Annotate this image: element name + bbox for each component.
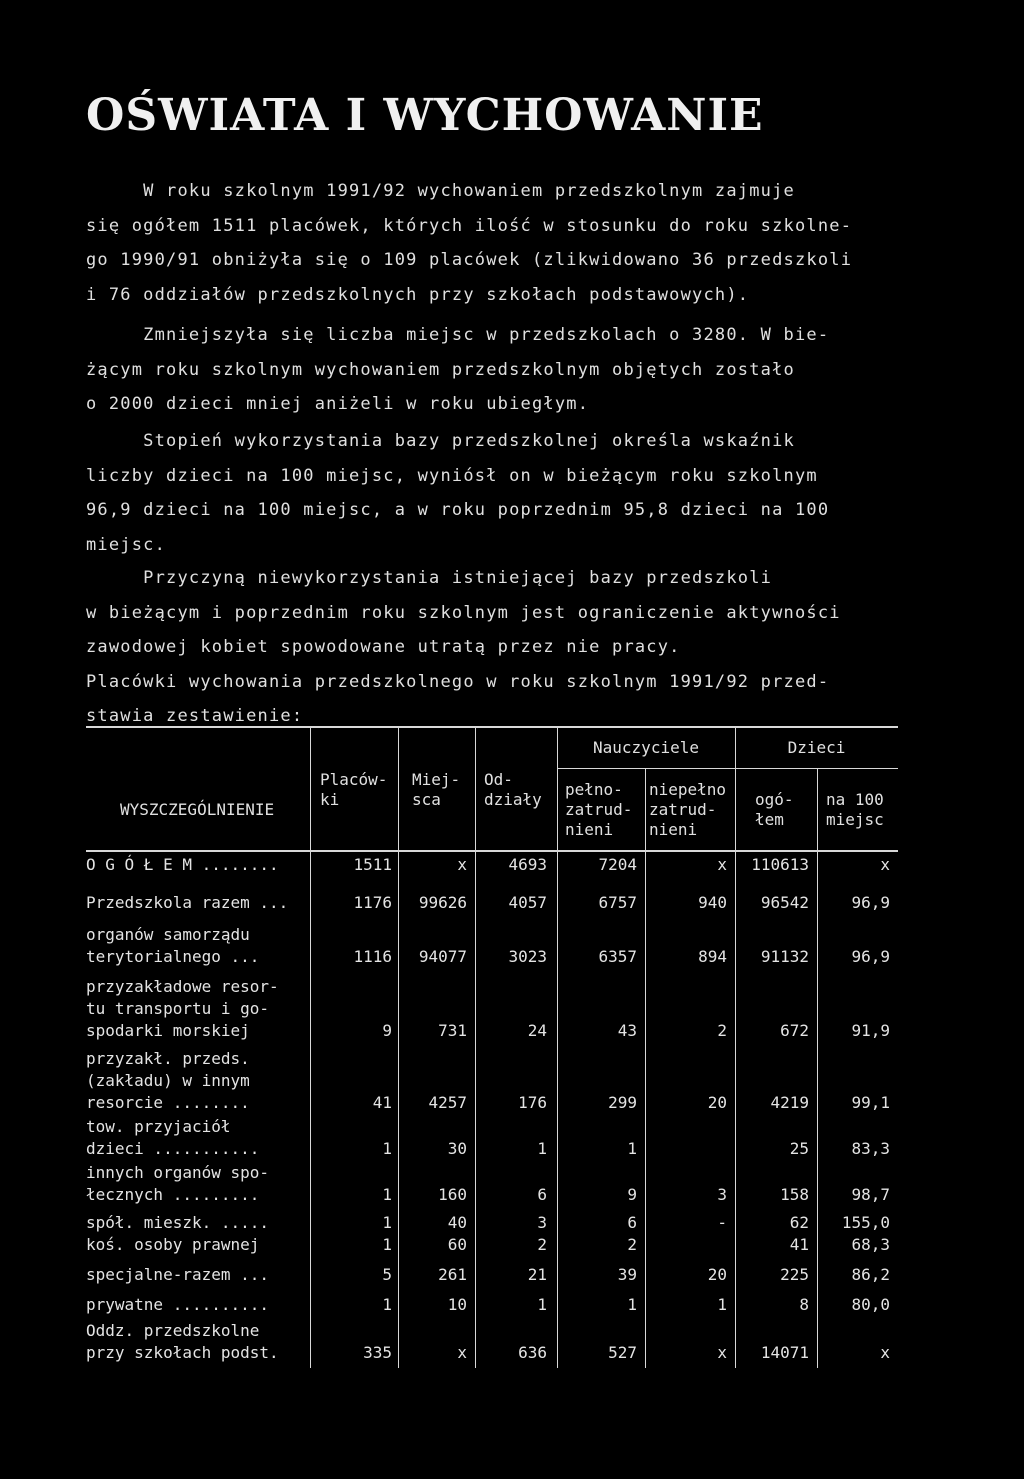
table-cell: 9 xyxy=(627,1185,637,1204)
table-cell: x xyxy=(457,1343,467,1362)
table-cell: 2 xyxy=(627,1235,637,1254)
table-row xyxy=(0,1264,1024,1286)
table-cell: 99626 xyxy=(418,893,467,912)
table-cell: 155,0 xyxy=(841,1213,890,1232)
header-nauczyciele: Nauczyciele xyxy=(593,738,699,757)
table-cell: 43 xyxy=(617,1021,637,1040)
table-row xyxy=(0,1048,1024,1114)
table-cell: 6 xyxy=(627,1213,637,1232)
table-cell: 527 xyxy=(608,1343,637,1362)
table-cell: 6357 xyxy=(598,947,637,966)
table-cell: 14071 xyxy=(760,1343,809,1362)
table-cell: 99,1 xyxy=(851,1093,890,1112)
table-cell: 68,3 xyxy=(851,1235,890,1254)
table-cell: x xyxy=(717,855,727,874)
table-row xyxy=(0,1116,1024,1160)
table-cell: 1511 xyxy=(353,855,392,874)
table-cell: 91132 xyxy=(760,947,809,966)
table-cell: 6757 xyxy=(598,893,637,912)
row-label: koś. osoby prawnej xyxy=(86,1235,260,1254)
page-title: OŚWIATA I WYCHOWANIE xyxy=(86,90,764,141)
header-bottom-rule xyxy=(86,850,898,852)
row-label: Oddz. przedszkolne przy szkołach podst. xyxy=(86,1321,279,1362)
table-cell: 96,9 xyxy=(851,893,890,912)
header-dzieci: Dzieci xyxy=(787,738,846,757)
table-cell: 894 xyxy=(698,947,727,966)
table-cell: 1 xyxy=(382,1213,392,1232)
table-cell: 1 xyxy=(627,1139,637,1158)
header-niepelno: niepełno zatrud- nieni xyxy=(649,780,727,839)
table-cell: 20 xyxy=(707,1265,727,1284)
table-cell: 1 xyxy=(537,1139,547,1158)
table-cell: 299 xyxy=(608,1093,637,1112)
table-row xyxy=(0,1234,1024,1256)
table-cell: 4219 xyxy=(770,1093,809,1112)
paragraph-2: Zmniejszyła się liczba miejsc w przedszkolach o 3280. W bie- żącym roku szkolnym wychowaniem przedszkolnym objętych zostało o 2000 dzieci mniej aniżeli w roku ubiegłym. xyxy=(86,325,830,414)
table-cell: 1 xyxy=(382,1139,392,1158)
table-cell: 30 xyxy=(447,1139,467,1158)
row-label: innych organów spo- łecznych ......... xyxy=(86,1163,270,1204)
row-label: spół. mieszk. ..... xyxy=(86,1213,270,1232)
table-cell: 10 xyxy=(447,1295,467,1314)
table-cell: 21 xyxy=(527,1265,547,1284)
paragraph-3: Stopień wykorzystania bazy przedszkolnej określa wskaźnik liczby dzieci na 100 miejsc, wyniósł on w bieżącym roku szkolnym 96,9 dzieci na 100 miejsc, a w roku poprzednim 95,8 dzieci na 100 miejsc. xyxy=(86,431,830,555)
table-cell: 4057 xyxy=(508,893,547,912)
table-cell: 96542 xyxy=(760,893,809,912)
table-cell: 62 xyxy=(789,1213,809,1232)
table-cell: 20 xyxy=(707,1093,727,1112)
table-top-rule xyxy=(86,726,898,728)
table-cell: x xyxy=(880,855,890,874)
group-header-rule xyxy=(557,768,898,769)
row-label: prywatne .......... xyxy=(86,1295,270,1314)
table-row xyxy=(0,892,1024,914)
table-cell: 110613 xyxy=(751,855,809,874)
row-label: organów samorządu terytorialnego ... xyxy=(86,925,260,966)
table-cell: 158 xyxy=(780,1185,809,1204)
table-cell: 335 xyxy=(363,1343,392,1362)
table-cell: 41 xyxy=(789,1235,809,1254)
row-label: specjalne-razem ... xyxy=(86,1265,270,1284)
table-cell: 261 xyxy=(438,1265,467,1284)
table-row xyxy=(0,1212,1024,1234)
header-miejsca: Miej- sca xyxy=(412,770,461,809)
table-cell: 731 xyxy=(438,1021,467,1040)
table-row xyxy=(0,1294,1024,1316)
header-pelno: pełno- zatrud- nieni xyxy=(565,780,633,839)
header-wyszczegolnienie: WYSZCZEGÓLNIENIE xyxy=(120,800,275,819)
table-cell: 3 xyxy=(717,1185,727,1204)
table-cell: 1 xyxy=(382,1295,392,1314)
row-label: przyzakładowe resor- tu transportu i go- spodarki morskiej xyxy=(86,977,279,1040)
table-cell: 7204 xyxy=(598,855,637,874)
table-cell: - xyxy=(717,1213,727,1232)
table-cell: 96,9 xyxy=(851,947,890,966)
table-cell: x xyxy=(457,855,467,874)
row-label: tow. przyjaciół dzieci ........... xyxy=(86,1117,260,1158)
table-cell: 940 xyxy=(698,893,727,912)
table-cell: 1116 xyxy=(353,947,392,966)
table-cell: 1 xyxy=(627,1295,637,1314)
table-cell: 8 xyxy=(799,1295,809,1314)
table-cell: 91,9 xyxy=(851,1021,890,1040)
table-cell: 636 xyxy=(518,1343,547,1362)
table-cell: 9 xyxy=(382,1021,392,1040)
table-cell: 41 xyxy=(372,1093,392,1112)
header-oddzialy: Od- działy xyxy=(484,770,542,809)
table-cell: 83,3 xyxy=(851,1139,890,1158)
paragraph-1: W roku szkolnym 1991/92 wychowaniem przedszkolnym zajmuje się ogółem 1511 placówek, których ilość w stosunku do roku szkolne- go 1990/91 obniżyła się o 109 placówek (zlikwidowano 36 przedszkoli i 76 oddziałów przedszkolnych przy szkołach podstawowych). xyxy=(86,181,853,305)
table-cell: 80,0 xyxy=(851,1295,890,1314)
table-cell: 60 xyxy=(447,1235,467,1254)
header-na-100-miejsc: na 100 miejsc xyxy=(826,790,884,829)
table-cell: 40 xyxy=(447,1213,467,1232)
table-cell: 1 xyxy=(382,1185,392,1204)
table-row xyxy=(0,976,1024,1042)
header-placowki: Placów- ki xyxy=(320,770,388,809)
row-label: Przedszkola razem ... xyxy=(86,893,289,912)
header-ogolem: ogó- łem xyxy=(755,790,794,829)
table-cell: 39 xyxy=(617,1265,637,1284)
table-cell: 6 xyxy=(537,1185,547,1204)
table-cell: 94077 xyxy=(418,947,467,966)
table-cell: 86,2 xyxy=(851,1265,890,1284)
table-cell: 1176 xyxy=(353,893,392,912)
table-cell: x xyxy=(717,1343,727,1362)
table-row xyxy=(0,1162,1024,1206)
paragraph-4: Przyczyną niewykorzystania istniejącej bazy przedszkoli w bieżącym i poprzednim roku szkolnym jest ograniczenie aktywności zawodowej kobiet spowodowane utratą przez nie pracy. Placówki wychowania przedszkolnego w roku szkolnym 1991/92 przed- stawia zestawienie: xyxy=(86,568,841,726)
table-row xyxy=(0,924,1024,968)
table-cell: 25 xyxy=(789,1139,809,1158)
table-cell: 24 xyxy=(527,1021,547,1040)
table-cell: 225 xyxy=(780,1265,809,1284)
row-label: przyzakł. przeds. (zakładu) w innym resorcie ........ xyxy=(86,1049,250,1112)
table-cell: 3 xyxy=(537,1213,547,1232)
table-cell: 1 xyxy=(382,1235,392,1254)
table-cell: 1 xyxy=(537,1295,547,1314)
table-cell: x xyxy=(880,1343,890,1362)
table-row xyxy=(0,1320,1024,1364)
table-cell: 3023 xyxy=(508,947,547,966)
table-cell: 2 xyxy=(717,1021,727,1040)
table-cell: 160 xyxy=(438,1185,467,1204)
row-label: O G Ó Ł E M ........ xyxy=(86,855,279,874)
table-cell: 98,7 xyxy=(851,1185,890,1204)
table-cell: 2 xyxy=(537,1235,547,1254)
table-row xyxy=(0,854,1024,876)
table-cell: 4257 xyxy=(428,1093,467,1112)
table-cell: 4693 xyxy=(508,855,547,874)
table-cell: 1 xyxy=(717,1295,727,1314)
table-cell: 672 xyxy=(780,1021,809,1040)
table-cell: 5 xyxy=(382,1265,392,1284)
table-cell: 176 xyxy=(518,1093,547,1112)
